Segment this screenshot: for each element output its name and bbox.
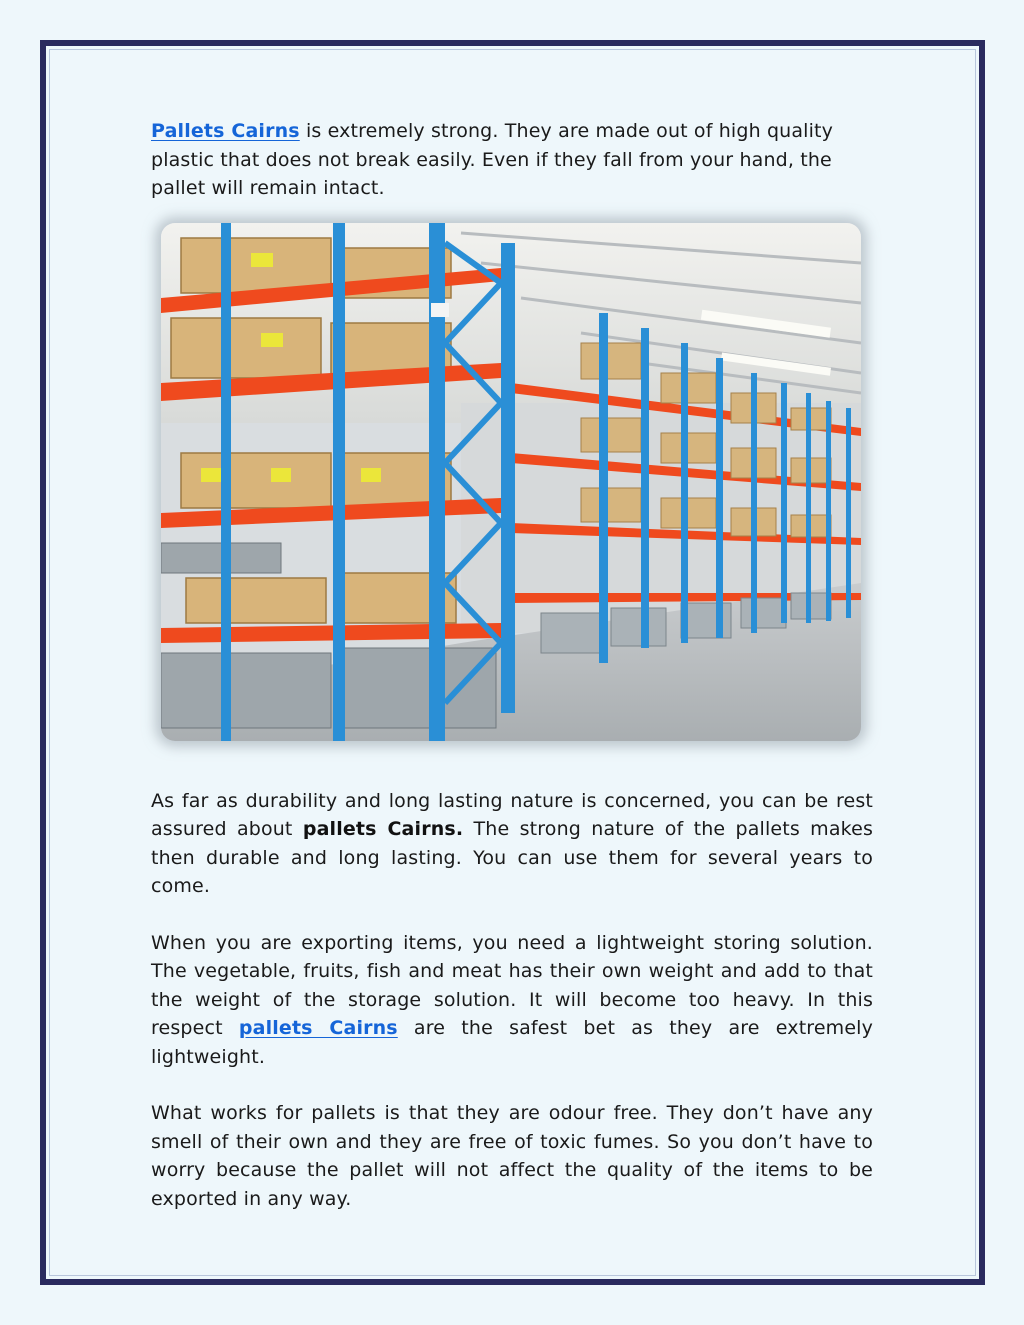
pallets-cairns-link-2[interactable]: pallets Cairns xyxy=(238,1017,398,1039)
paragraph-lightweight-text-b: are the safest bet as they are extremely lightweight. xyxy=(151,1017,873,1068)
paragraph-durability-text-b: The strong nature of the pallets makes then durable and long lasting. You can use them for several years to come. xyxy=(151,818,873,897)
paragraph-durability-text-a: As far as durability and long lasting nature is concerned, you can be rest assured about xyxy=(151,789,873,840)
pallets-cairns-bold: pallets Cairns. xyxy=(302,818,464,840)
document-body xyxy=(151,117,873,1213)
pallets-cairns-link-1[interactable]: Pallets Cairns xyxy=(151,120,300,142)
paragraph-intro xyxy=(151,117,873,203)
paragraph-odour-free: What works for pallets is that they are odour free. They don’t have any smell of their own and they are free of toxic fumes. So you don’t have to worry because the pallet will not affect the quality of the items to be exported in any way. xyxy=(151,1102,873,1210)
paragraph-lightweight xyxy=(151,929,873,1072)
paragraph-lightweight-text-a: When you are exporting items, you need a lightweight storing solution. The vegetable, fruits, fish and meat has their own weight and add to that the weight of the storage solution. It will become too heavy. In this respect xyxy=(151,931,873,1039)
paragraph-durability xyxy=(151,787,873,901)
warehouse-racking-photo xyxy=(161,223,861,741)
paragraph-intro-text: is extremely strong. They are made out of high quality plastic that does not break easily. Even if they fall from your hand, the pallet will remain intact. xyxy=(151,120,833,199)
